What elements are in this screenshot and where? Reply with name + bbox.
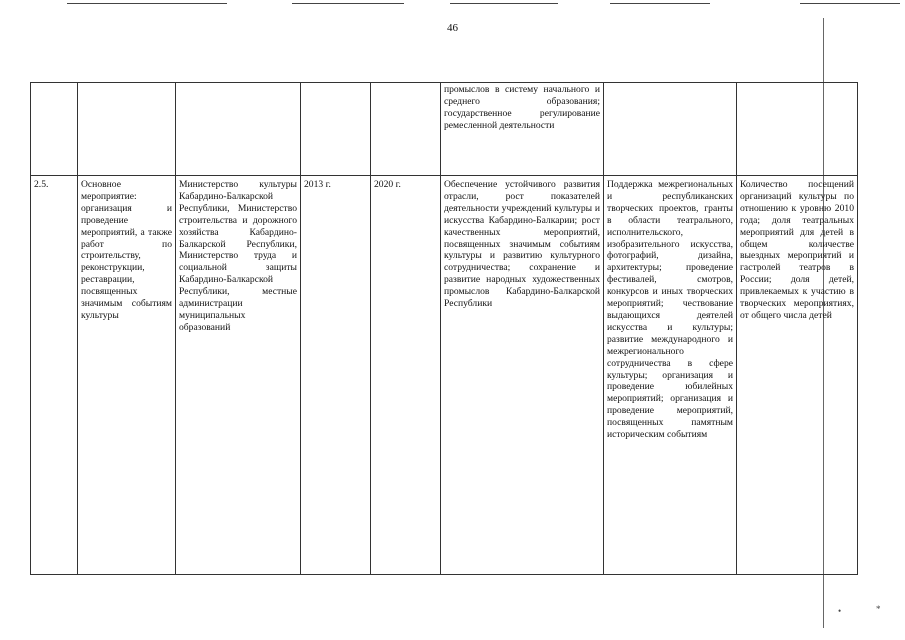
header-rule bbox=[800, 3, 900, 4]
scan-speck: • bbox=[838, 606, 842, 616]
scan-speck: * bbox=[876, 604, 881, 614]
cell-end-year: 2020 г. bbox=[371, 176, 441, 575]
cell-start-year bbox=[301, 83, 371, 176]
page-number: 46 bbox=[447, 22, 458, 34]
cell-start-year: 2013 г. bbox=[301, 176, 371, 575]
header-rule bbox=[450, 3, 558, 4]
program-table bbox=[30, 82, 858, 575]
cell-end-year bbox=[371, 83, 441, 176]
cell-title: Основное мероприятие: организация и проведение мероприятий, а также работ по строительству, реконструкции, реставрации, посвященных значимым событиям культуры bbox=[78, 176, 176, 575]
cell-results: Обеспечение устойчивого развития отрасли, рост показателей деятельности учреждений культуры и искусства Кабардино-Балкарии; рост качественных мероприятий, посвященных значимым событиям культуры и развитию культурного сотрудничества; сохранение и развитие народных художественных промыслов Кабардино-Балкарской Республики bbox=[441, 176, 604, 575]
cell-title bbox=[78, 83, 176, 176]
cell-executors: Министерство культуры Кабардино-Балкарской Республики, Министерство строительства и дорожного хозяйства Кабардино-Балкарской Республики, Министерство труда и социальной защиты Кабардино-Балкарской Республики, местные администрации муниципальных образований bbox=[176, 176, 301, 575]
header-rule bbox=[292, 3, 404, 4]
table-row bbox=[31, 83, 858, 176]
cell-directions bbox=[604, 83, 737, 176]
cell-executors bbox=[176, 83, 301, 176]
cell-number: 2.5. bbox=[31, 176, 78, 575]
cell-indicators: Количество посещений организаций культуры по отношению к уровню 2010 года; доля театральных мероприятий для детей в общем количестве выездных мероприятий и гастролей театров в России; доля детей, привлекаемых к участию в творческих мероприятиях, от общего числа детей bbox=[737, 176, 858, 575]
cell-directions: Поддержка межрегиональных и республиканских творческих проектов, гранты в области театрального, исполнительского, изобразительного искусства, фотографий, дизайна, архитектуры; проведение фестивалей, смотров, конкурсов и иных творческих мероприятий; чествование выдающихся деятелей искусства и культуры; развитие международного и межрегионального сотрудничества в сфере культуры; организация и проведение юбилейных мероприятий; организация и проведение мероприятий, посвященных памятным историческим событиям bbox=[604, 176, 737, 575]
header-rule bbox=[610, 3, 710, 4]
cell-indicators bbox=[737, 83, 858, 176]
cell-number bbox=[31, 83, 78, 176]
header-rule bbox=[67, 3, 227, 4]
table-row bbox=[31, 176, 858, 575]
cell-results: промыслов в систему начального и среднего образования; государственное регулирование ремесленной деятельности bbox=[441, 83, 604, 176]
